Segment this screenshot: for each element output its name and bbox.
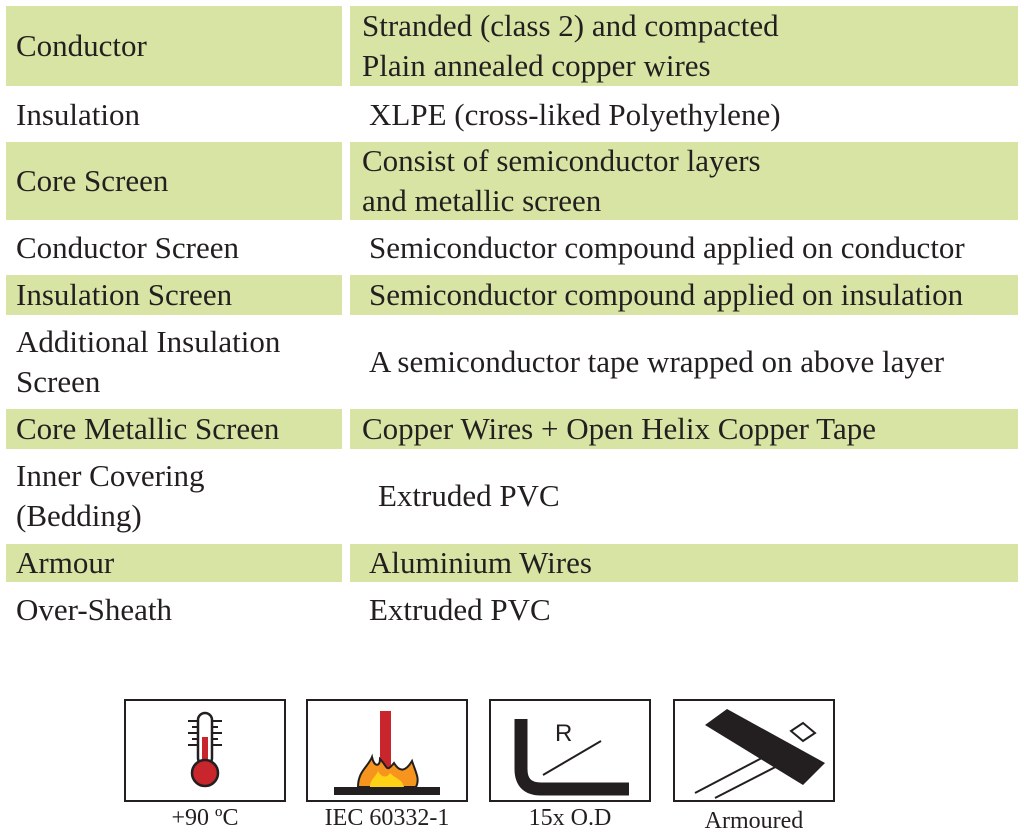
spec-value: Extruded PVC	[378, 478, 560, 513]
spec-row-insulation-screen	[0, 275, 1024, 315]
spec-value: XLPE (cross-liked Polyethylene)	[369, 97, 781, 132]
spec-row-conductor	[0, 6, 1024, 86]
spec-label: Conductor Screen	[16, 230, 239, 265]
icon-caption: +90 ºC	[171, 805, 239, 831]
spec-value: Stranded (class 2) and compacted Plain annealed copper wires	[350, 6, 1018, 86]
thermometer-icon	[126, 701, 284, 800]
spec-label: Over-Sheath	[16, 592, 173, 627]
armoured-hammer-icon	[675, 701, 833, 800]
spec-label: Additional Insulation Screen	[16, 324, 281, 399]
spec-value: Extruded PVC	[369, 592, 551, 627]
spec-row-additional-insulation-screen	[0, 322, 1024, 402]
spec-label: Conductor	[6, 6, 342, 86]
flame-test-box	[306, 699, 468, 802]
spec-label: Core Metallic Screen	[6, 409, 342, 449]
thermometer-box	[124, 699, 286, 802]
spec-value: Copper Wires + Open Helix Copper Tape	[350, 409, 1018, 449]
spec-label: Core Screen	[6, 142, 342, 220]
spec-label: Inner Covering (Bedding)	[16, 458, 205, 533]
armoured-box	[673, 699, 835, 802]
spec-value: Consist of semiconductor layers and metallic screen	[350, 142, 1018, 220]
spec-row-core-screen	[0, 142, 1024, 220]
spec-row-inner-covering	[0, 456, 1024, 536]
flame-test-icon	[308, 701, 466, 800]
icon-caption: 15x O.D	[528, 805, 612, 831]
icon-caption: Armoured	[704, 808, 804, 834]
property-icons	[0, 690, 1024, 834]
spec-row-over-sheath	[0, 589, 1024, 631]
spec-row-armour	[0, 544, 1024, 582]
spec-row-core-metallic-screen	[0, 409, 1024, 449]
bending-radius-box	[489, 699, 651, 802]
spec-row-insulation	[0, 92, 1024, 138]
spec-label: Insulation	[16, 97, 140, 132]
spec-row-conductor-screen	[0, 226, 1024, 270]
spec-label: Armour	[6, 544, 342, 582]
spec-label: Insulation Screen	[6, 275, 342, 315]
spec-value: A semiconductor tape wrapped on above layer	[369, 344, 945, 379]
icon-caption: IEC 60332-1	[324, 805, 450, 831]
spec-value: Aluminium Wires	[350, 544, 1018, 582]
spec-value: Semiconductor compound applied on insulation	[350, 275, 1018, 315]
bending-radius-icon	[491, 701, 649, 800]
radius-glyph: R	[555, 720, 573, 747]
spec-value: Semiconductor compound applied on conductor	[369, 230, 965, 265]
